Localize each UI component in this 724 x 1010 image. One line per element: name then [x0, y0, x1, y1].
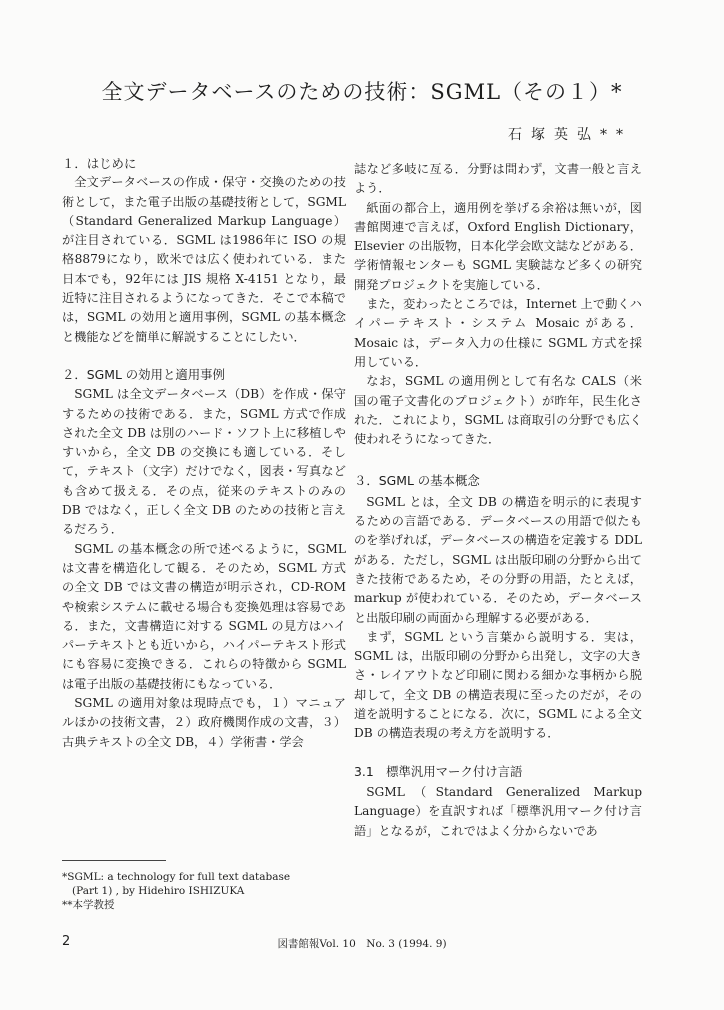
- paragraph: SGML の適用対象は現時点でも，１）マニュアルほかの技術文書，２）政府機関作成の文書，３）古典テキストの全文 DB，４）学術書・学会: [62, 696, 346, 749]
- subsection-heading-sgml: 3.1 標準汎用マーク付け言語: [354, 763, 523, 779]
- paragraph: また，変わったところでは，Internet 上で動くハイパーテキスト・システム Mosaic がある．Mosaic は，データ入力の仕様に SGML 方式を採用している．: [354, 297, 642, 369]
- paragraph: なお，SGML の適用例として有名な CALS（米国の電子文書化のプロジェクト）が昨年，民生化された．これにより，SGML は商取引の分野でも広く使われそうになってきた．: [354, 374, 642, 447]
- author-name: 石塚英弘**: [508, 127, 632, 143]
- running-footer: 図書館報Vol. 10 No. 3 (1994. 9): [277, 938, 447, 950]
- paragraph: 紙面の都合上，適用例を挙げる余裕は無いが，図書館関連で言えば，Oxford English Dictionary，Elsevier の出版物，日本化学会欧文誌などがある．学術情報センターも SGML 実験誌など多くの研究開発プロジェクトを実施している．: [354, 200, 642, 292]
- paragraph: 全文データベースの作成・保守・交換のための技術として，また電子出版の基礎技術として，SGML（Standard Generalized Markup Language）が注目されている．SGML は1986年に ISO の規格8879になり，欧米では広く使われている．また日本でも，92年には JIS 規格 X-4151 となり，最近特に注目されるようになってきた．そこで本稿では，SGML の効用と適用事例，SGML の基本概念と機能などを簡単に解説することにしたい．: [62, 175, 346, 344]
- right-column: [354, 160, 642, 841]
- paragraph-continued: 誌など多岐に亙る．分野は問わず，文書一般と言えよう．: [354, 162, 642, 196]
- left-column: [62, 148, 346, 752]
- paragraph: SGML の基本概念の所で述べるように，SGML は文書を構造化して観る．そのため，SGML 方式の全文 DB では文書の構造が明示され，CD-ROM や検索システムに載せる場合も変換処理は容易である．また，文書構造に対する SGML の見方はハイパーテキストとも近いから，ハイパーテキスト形式にも容易に変換できる．これらの特徴から SGML は電子出版の基礎技術にもなっている．: [62, 541, 346, 691]
- footnote-2: **本学教授: [62, 899, 115, 911]
- footnote-1-continued: (Part 1) , by Hidehiro ISHIZUKA: [72, 885, 245, 897]
- paragraph: SGML とは，全文 DB の構造を明示的に表現するための言語である．データベースの用語で似たものを挙げれば，データベースの構造を定義する DDL がある．ただし，SGML は出版印刷の分野から出てきた技術であるため，その分野の用語，たとえば，markup が使われている．そのため，データベースと出版印刷の両面から理解する必要がある．: [354, 494, 642, 625]
- footnote-1: *SGML: a technology for full text database: [62, 871, 291, 883]
- section-heading-basic-concepts: ３．SGML の基本概念: [354, 473, 480, 489]
- paragraph: まず，SGML という言葉から説明する．実は，SGML は，出版印刷の分野から出発し，文字の大きさ・レイアウトなど印刷に関わる細かな事柄から脱却して，全文 DB の構造表現に至ったのだが，その道を説明することになる．次に，SGML による全文 DB の構造表現の考え方を説明する．: [354, 629, 642, 741]
- page-title: 全文データベースのための技術：SGML（その１）*: [101, 80, 623, 104]
- footnote-divider: [62, 860, 166, 861]
- footnotes: [62, 870, 352, 912]
- page-number: 2: [62, 934, 71, 949]
- section-heading-benefits: ２．SGML の効用と適用事例: [62, 366, 225, 382]
- section-heading-introduction: １．はじめに: [62, 156, 137, 171]
- paragraph: SGML（Standard Generalized Markup Language）を直訳すれば「標準汎用マーク付け言語」となるが，これではよく分からないであ: [354, 784, 642, 838]
- paragraph: SGML は全文データベース（DB）を作成・保守するための技術である．また，SGML 方式で作成された全文 DB は別のハード・ソフト上に移植しやすいから，全文 DB の交換にも適している．そして，テキスト（文字）だけでなく，図表・写真なども含めて扱える．その点，従来のテキストのみの DB ではなく，正しく全文 DB のための技術と言えるだろう．: [62, 387, 346, 537]
